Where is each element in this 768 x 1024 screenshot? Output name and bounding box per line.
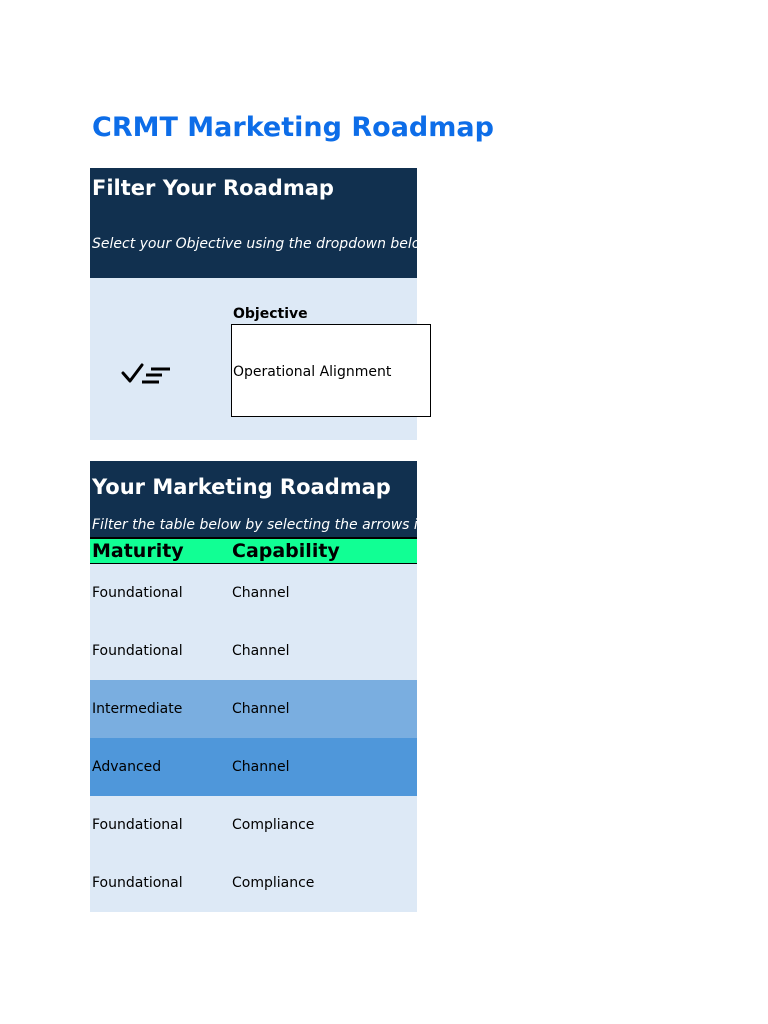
maturity-cell: Foundational bbox=[92, 817, 183, 833]
column-header-capability[interactable]: Capability bbox=[232, 540, 340, 562]
objective-value: Operational Alignment bbox=[233, 364, 392, 380]
table-row[interactable] bbox=[90, 564, 417, 622]
capability-cell: Compliance bbox=[232, 875, 315, 891]
capability-cell: Channel bbox=[232, 759, 290, 775]
table-header-row bbox=[90, 537, 417, 564]
roadmap-instruction: Filter the table below by selecting the arrows in the column headers bbox=[92, 517, 572, 533]
table-row[interactable] bbox=[90, 622, 417, 680]
filter-panel bbox=[90, 278, 417, 440]
table-row[interactable] bbox=[90, 738, 417, 796]
column-header-maturity[interactable]: Maturity bbox=[92, 540, 184, 562]
objective-dropdown[interactable] bbox=[231, 324, 431, 417]
filter-header bbox=[90, 168, 432, 278]
maturity-cell: Intermediate bbox=[92, 701, 183, 717]
maturity-cell: Foundational bbox=[92, 875, 183, 891]
objective-label: Objective bbox=[233, 306, 308, 322]
capability-cell: Compliance bbox=[232, 817, 315, 833]
maturity-cell: Foundational bbox=[92, 585, 183, 601]
filter-instruction: Select your Objective using the dropdown below bbox=[92, 236, 432, 252]
capability-cell: Channel bbox=[232, 643, 290, 659]
roadmap-header bbox=[90, 461, 572, 537]
maturity-cell: Advanced bbox=[92, 759, 162, 775]
capability-cell: Channel bbox=[232, 701, 290, 717]
capability-cell: Channel bbox=[232, 585, 290, 601]
roadmap-table bbox=[90, 564, 417, 912]
maturity-cell: Foundational bbox=[92, 643, 183, 659]
table-row[interactable] bbox=[90, 854, 417, 912]
roadmap-sheet bbox=[90, 100, 572, 920]
table-row[interactable] bbox=[90, 796, 417, 854]
checklist-icon bbox=[120, 356, 174, 390]
table-row[interactable] bbox=[90, 680, 417, 738]
page-title: CRMT Marketing Roadmap bbox=[92, 112, 494, 143]
roadmap-title: Your Marketing Roadmap bbox=[92, 475, 391, 499]
filter-title: Filter Your Roadmap bbox=[92, 176, 334, 200]
